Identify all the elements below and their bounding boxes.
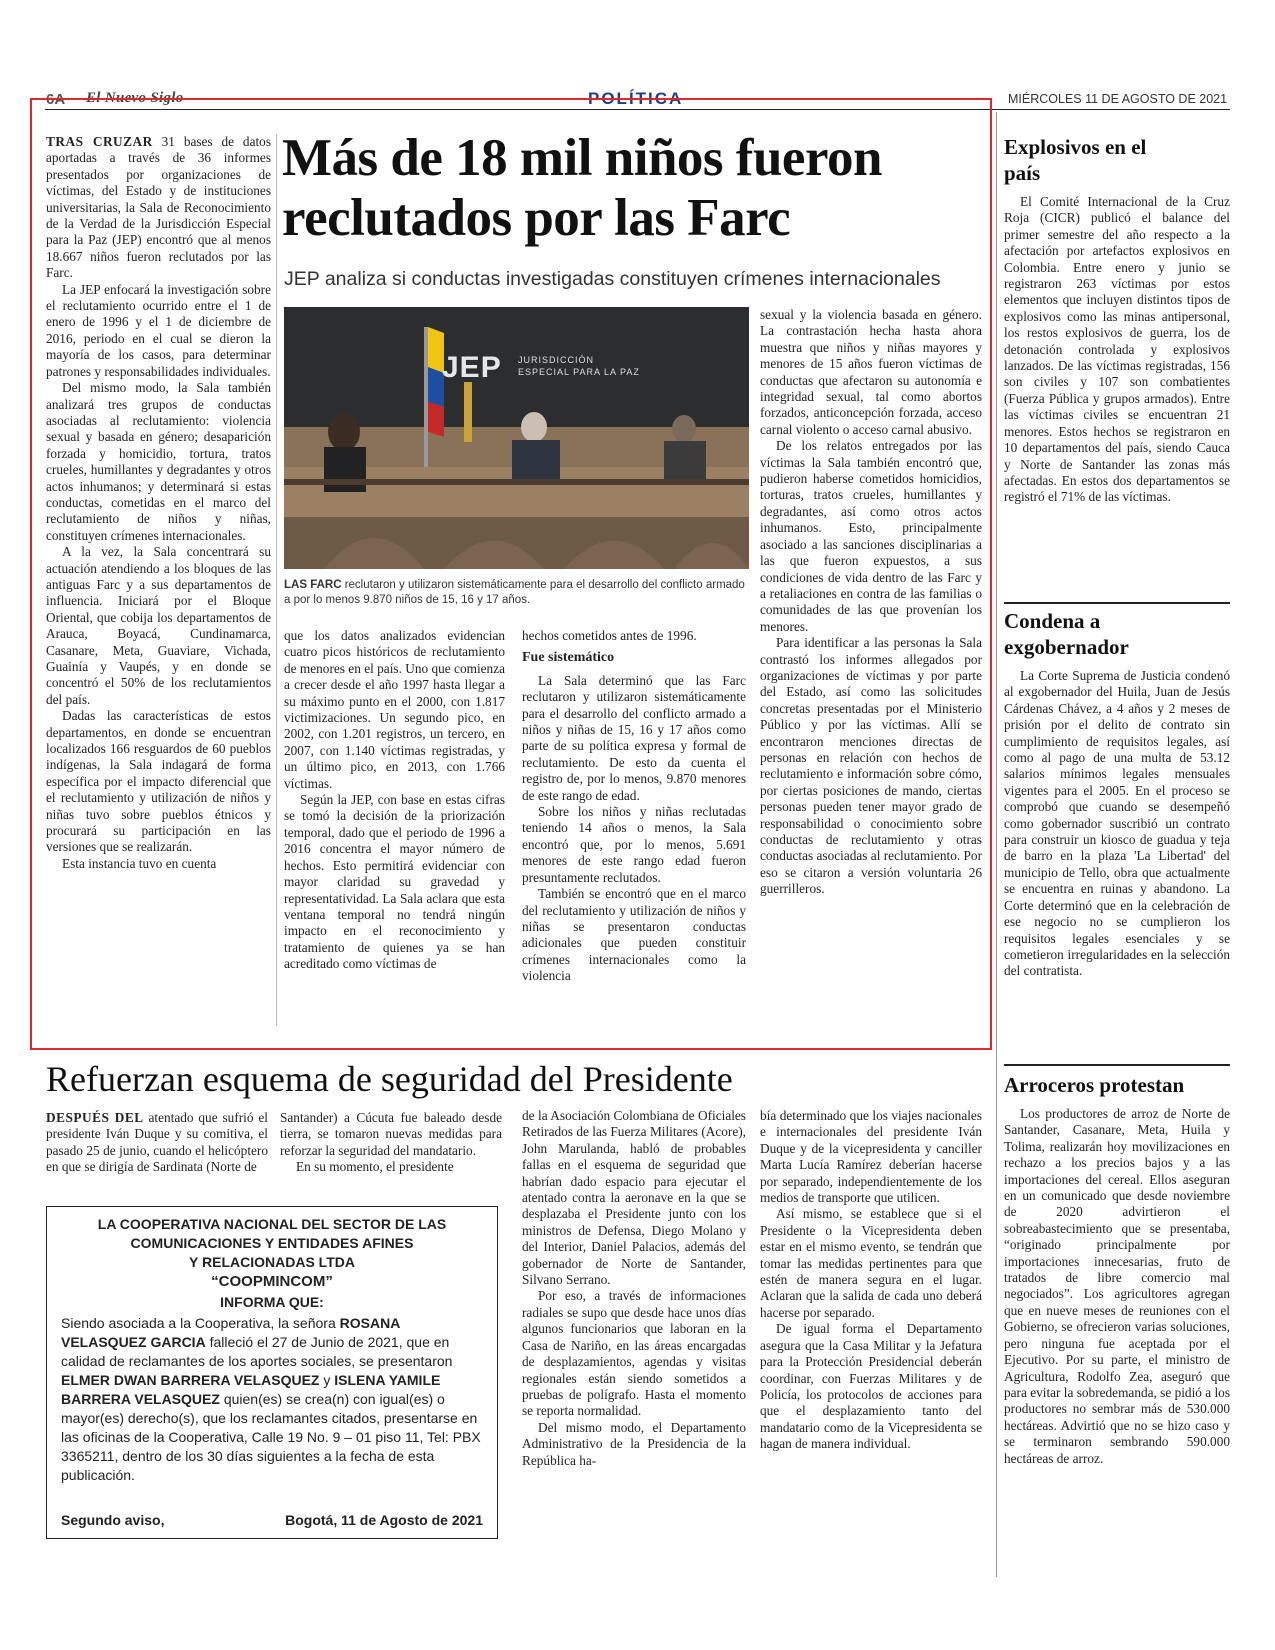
sidebar-brief-arroceros — [1004, 1072, 1230, 1467]
second-headline: Refuerzan esquema de seguridad del Presidente — [46, 1059, 733, 1099]
headline-line-2: reclutados por las Farc — [282, 189, 791, 247]
jep-logo-sub1: JURISDICCIÓN — [518, 355, 595, 365]
paragraph: La JEP enfocará la investigación sobre el reclutamiento ocurrido entre el 1 de enero de 1996 y el 1 de diciembre de 2016, periodo en el cual se dieron la mayoría de los casos, para determinar patrones y responsabilidades individuales. — [46, 281, 271, 379]
notice-informa: INFORMA QUE: — [220, 1294, 324, 1310]
masthead-logo: El Nuevo Siglo — [86, 90, 184, 106]
paragraph: Sobre los niños y niñas reclutadas teniendo 14 años o menos, la Sala encontró que, por lo menos, 5.691 menores de este rango edad fueron presuntamente reclutados. — [522, 804, 746, 885]
notice-title-line: Y RELACIONADAS LTDA — [189, 1254, 355, 1270]
notice-text: Siendo asociada a la Cooperativa, la señora — [61, 1315, 340, 1331]
brief-text: La Corte Suprema de Justicia condenó al exgobernador del Huila, Juan de Jesús Cárdenas Chávez, a 4 años y 2 meses de prisión por el delito de contrato sin cumplimiento de requisitos legales, así como al pago de una multa de 53.12 salarios mínimos legales mensuales vigentes para el 2005. En el proceso se comprobó que cuando se desempeñó como gobernador suscribió un contrato para construir un kiosco de guadua y teja de barro en la plaza 'La Libertad' del municipio de Tello, obra que actualmente se encuentra en ruinas y abandono. La Corte determinó que en la celebración de ese negocio no se cumplieron los requisitos legales esenciales y se cometieron irregularidades en la selección del contratista. — [1004, 668, 1230, 979]
header-rule — [45, 109, 1230, 110]
coopmincom-notice — [46, 1206, 498, 1539]
headline-line-1: Más de 18 mil niños fueron — [282, 129, 882, 187]
paragraph: Según la JEP, con base en estas cifras se tomó la decisión de la priorización temporal, dado que el periodo de 1996 a 2016 concentra el mayor número de hechos. Esto permitirá evidenciar con mayor claridad su gravedad y representatividad. La Sala aclara que esta ventana temporal no tendrá ningún impacto en el reconocimiento y tratamiento de quienes ya se han acreditado como víctimas de — [284, 792, 505, 972]
sidebar-brief-condena — [1004, 608, 1230, 980]
issue-date: MIÉRCOLES 11 DE AGOSTO DE 2021 — [1008, 92, 1228, 106]
caption-text: reclutaron y utilizaron sistemáticamente para el desarrollo del conflicto armado a por lo menos 9.870 niños de 15, 16 y 17 años. — [284, 579, 745, 606]
sidebar-rule — [1004, 602, 1230, 604]
notice-name-bold: ISLENA YAMILE BARRERA VELASQUEZ — [61, 1372, 441, 1407]
notice-footer — [61, 1511, 483, 1530]
jep-logo-sub2: ESPECIAL PARA LA PAZ — [518, 367, 640, 377]
paragraph: hechos cometidos antes de 1996. — [522, 628, 697, 643]
notice-text: y — [319, 1372, 335, 1388]
page-number: 6A — [46, 91, 66, 108]
paragraph: De igual forma el Departamento asegura que la Casa Militar y la Jefatura para la Protección Presidencial deberán coordinar, con Fuerzas Militares y de Policía, los protocolos de acciones para que el desplazamiento tanto del mandatario como de la Vicepresidenta se hagan de manera individual. — [760, 1321, 982, 1452]
jep-logo: JEP — [442, 351, 502, 384]
paragraph: Del mismo modo, la Sala también analizará tres grupos de conductas asociadas al reclutamiento: violencia sexual y basada en género; desaparición forzada y homicidio, tortura, tratos crueles, humillantes y degradantes y otros actos inhumanos; y determinará si estas conductas, cometidas en el marco del reclutamiento de niños y niñas, constituyen crímenes internacionales. — [46, 380, 271, 543]
main-story-column-1 — [46, 134, 271, 872]
paragraph: También se encontró que en el marco del reclutamiento y utilización de niños y niñas se presentaron conductas adicionales que pueden constituir crímenes internacionales como la violencia — [522, 886, 746, 984]
brief-text: Los productores de arroz de Norte de Santander, Casanare, Meta, Huila y Tolima, realizarán hoy movilizaciones en rechazo a los precios bajos y a las importaciones del cereal. Ellos aseguran en un comunicado que desde noviembre de 2020 advirtieron el sobreabastecimiento que se presentaba, “originado principalmente por importaciones innecesarias, fruto de tratados de libre comercio mal negociados”. Los agricultores agregan que en nueve meses de reuniones con el Gobierno, se ofrecieron varias soluciones, pero ninguna fue aceptada por el Ejecutivo. Por su parte, el ministro de Agricultura, Rodolfo Zea, aseguró que para evitar la sobredemanda, se pidió a los productores no sembrar más de 530.000 hectáreas. Advirtió que no se hizo caso y se terminaron sembrando 590.000 hectáreas de arroz. — [1004, 1106, 1230, 1466]
paragraph: En su momento, el presidente — [296, 1159, 454, 1175]
notice-text: quien(es) se crea(n) con igual(es) o mayor(es) derecho(s), que los reclamantes citados, presentarse en las oficinas de la Cooperativa, Calle 19 No. 9 – 01 piso 11, Tel: PBX 3365211, dentro de los 30 días siguientes a la fecha de esta publicación. — [61, 1391, 481, 1483]
notice-body — [61, 1314, 483, 1485]
brief-title: Arroceros protestan — [1004, 1073, 1185, 1097]
courtroom-illustration — [284, 307, 749, 569]
paragraph: Por eso, a través de informaciones radiales se supo que desde hace unos días algunos funcionarios que laboran en la Casa de Nariño, en las áreas encargadas de desplazamientos, agendas y visitas regionales están siendo sometidos a pruebas de polígrafo. Hasta el momento se reporta normalidad. — [522, 1288, 746, 1419]
paragraph: bía determinado que los viajes nacionales e internacionales del presidente Iván Duque y de la vicepresidenta y canciller Marta Lucía Ramírez deberían hacerse por separado, independientemente de los medios de transporte que utilicen. — [760, 1108, 982, 1206]
sidebar-brief-explosivos — [1004, 134, 1230, 506]
paragraph: Esta instancia tuvo en cuenta — [62, 855, 217, 871]
paragraph: A la vez, la Sala concentrará su actuación atendiendo a los bloques de las antiguas Farc y a sus departamentos de influencia. Iniciará por el Bloque Oriental, que cobija los departamentos de Arauca, Boyacá, Cundinamarca, Casanare, Meta, Guaviare, Vichada, Guainía y Vaupés, y en donde se concentró el 50% de los reclutamientos del país. — [46, 544, 271, 707]
paragraph: Así mismo, se establece que si el Presidente o la Vicepresidenta deben estar en el mismo evento, se tendrán que tomar las medidas pertinentes para que estén de manera segura en el lugar. Aclaran que la salida de cada uno deberá hacerse por separado. — [760, 1206, 982, 1320]
brief-title: Condena a exgobernador — [1004, 609, 1129, 659]
main-headline — [282, 128, 982, 248]
photo-caption — [284, 578, 754, 608]
second-story-column-4 — [760, 1108, 982, 1453]
paragraph: 31 bases de datos aportadas a través de 36 informes presentados por organizaciones de víctimas, del Estado y de instituciones universitarias, la Sala de Reconocimiento de la Verdad de la Jurisdicción Especial para la Paz (JEP) encontró que al menos 18.667 niños fueron reclutados por las Farc. — [46, 134, 272, 281]
lead-in: DESPUÉS DEL — [46, 1110, 144, 1125]
paragraph: que los datos analizados evidencian cuatro picos históricos de reclutamiento de menores en el país. Uno que comienza a crecer desde el año 1997 hasta llegar a su máximo punto en el 2000, con 1.817 victimizaciones. Un segundo pico, en 2002, con 1.201 registros, un tercero, en 2007, con 1.140 víctimas registradas, y un último pico, en 2013, con 1.766 víctimas. — [284, 628, 505, 791]
main-story-column-2 — [284, 628, 505, 973]
paragraph: La Sala determinó que las Farc reclutaron y utilizaron sistemáticamente para el desarrollo del conflicto armado a niños y niñas de 15, 16 y 17 años como parte de su política expresa y formal de reclutamiento. De esto da cuenta el registro de, por lo menos, 9.870 menores de este rango de edad. — [522, 672, 746, 803]
second-story-column-2 — [280, 1110, 502, 1176]
notice-title — [61, 1215, 483, 1312]
notice-footer-right: Bogotá, 11 de Agosto de 2021 — [285, 1512, 483, 1528]
paragraph: Dadas las características de estos departamentos, en donde se encuentran localizados 166 resguardos de 60 pueblos indígenas, la Sala indagará de forma específica por el impacto diferencial que el reclutamiento y utilización de niños y niñas tuvo sobre pueblos étnicos y procurará su participación en las versiones que se realizarán. — [46, 708, 271, 855]
paragraph: atentado que sufrió el presidente Iván Duque y su comitiva, el pasado 25 de junio, cuando el helicóptero en que se dirigía de Sardinata (Norte de — [46, 1110, 268, 1175]
main-story-column-4 — [760, 307, 982, 898]
lead-in: TRAS CRUZAR — [46, 134, 153, 149]
news-photo — [284, 307, 749, 569]
second-story-column-1 — [46, 1110, 268, 1176]
main-story-column-3 — [522, 628, 746, 985]
notice-title-line: COMUNICACIONES Y ENTIDADES AFINES — [130, 1235, 414, 1251]
sidebar-divider — [996, 112, 997, 1577]
deck: JEP analiza si conductas investigadas constituyen crímenes internacionales — [284, 268, 941, 290]
caption-lead: LAS FARC — [284, 579, 342, 591]
section-label: POLÍTICA — [588, 89, 684, 108]
notice-name-bold: ELMER DWAN BARRERA VELASQUEZ — [61, 1372, 320, 1388]
column-divider — [276, 134, 277, 1026]
paragraph: Del mismo modo, el Departamento Administrativo de la Presidencia de la República ha- — [522, 1419, 746, 1468]
notice-name: “COOPMINCOM” — [211, 1273, 333, 1290]
notice-title-line: LA COOPERATIVA NACIONAL DEL SECTOR DE LAS — [97, 1216, 447, 1232]
paragraph: de la Asociación Colombiana de Oficiales Retirados de las Fuerza Militares (Acore), John Marulanda, habló de probables fallas en el esquema de seguridad que habrían dado espacio para ejecutar el atentado contra la aeronave en la que se desplazaba el Presidente junto con los ministros de Defensa, Diego Molano y del Interior, Daniel Palacios, además del gobernador de Norte de Santander, Silvano Serrano. — [522, 1108, 746, 1288]
notice-text: falleció el 27 de Junio de 2021, que en calidad de reclamantes de los aportes sociales, se presentaron — [61, 1334, 453, 1369]
notice-footer-left: Segundo aviso, — [61, 1512, 165, 1528]
second-story-column-3 — [522, 1108, 746, 1469]
paragraph: Para identificar a las personas la Sala contrastó los informes allegados por organizaciones de víctimas y por parte del Estado, así como las solicitudes concretas presentadas por el Ministerio Público y por las víctimas. Allí se encontraron menciones directas de personas en relación con hechos de reclutamiento e información sobre cómo, por ciertas posiciones de mando, ciertas personas pueden tener mayor grado de responsabilidad o conocimiento sobre conductas de reclutamiento y otras conductas asociadas al reclutamiento. Por eso se citaron a versión voluntaria 26 guerrilleros. — [760, 635, 982, 897]
paragraph: Santander) a Cúcuta fue baleado desde tierra, se tomaron nuevas medidas para reforzar la seguridad del mandatario. — [280, 1110, 502, 1158]
paragraph: sexual y la violencia basada en género. La contrastación hecha hasta ahora muestra que niños y niñas mayores y menores de 15 años fueron víctimas de conductas que afectaron su autonomía e integridad sexual, tal como abortos forzados, anticoncepción forzada, acceso carnal violento o acceso carnal abusivo. — [760, 307, 982, 437]
brief-text: El Comité Internacional de la Cruz Roja (CICR) publicó el balance del primer semestre del año respecto a la afectación por artefactos explosivos en Colombia. Entre enero y junio se registraron 263 víctimas por estos elementos que incluyen distintos tipos de explosivos como las minas antipersonal, los restos explosivos de guerra, los de detonación controlada y explosivos lanzados. De las víctimas registradas, 156 son civiles y 107 son combatientes (Fuerza Pública y grupos armados). Entre las víctimas civiles se encuentran 21 menores. Estos hechos se registraron en 10 departamentos del país, siendo Cauca y Norte de Santander las zonas más afectadas. En estos dos departamentos se registró el 71% de las víctimas. — [1004, 194, 1230, 505]
notice-name-bold: ROSANA VELASQUEZ GARCIA — [61, 1315, 400, 1350]
paragraph: De los relatos entregados por las víctimas la Sala también encontró que, pudieron haberse cometidos homicidios, torturas, tratos crueles, humillantes y degradantes, así como otros actos inhumanos. Esto, principalmente asociado a las sanciones disciplinarias a las que fueron expuestos, a sus condiciones de vida dentro de las Farc y a retaliaciones en contra de las familias o comunidades de las que provenían los menores. — [760, 438, 982, 634]
brief-title: Explosivos en el país — [1004, 135, 1147, 185]
subhead: Fue sistemático — [522, 650, 615, 666]
sidebar-rule — [1004, 1064, 1230, 1066]
